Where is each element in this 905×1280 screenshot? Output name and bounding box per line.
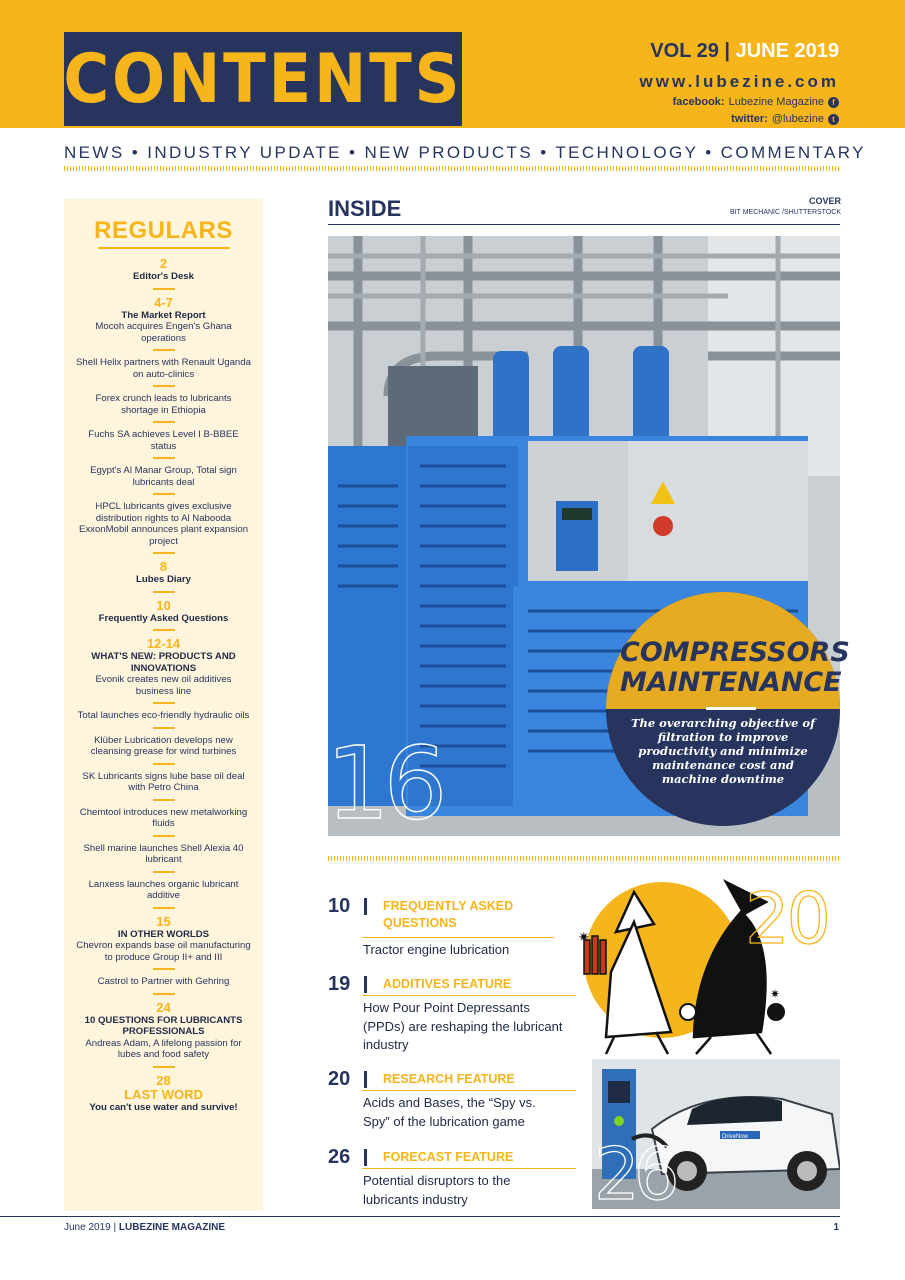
regulars-dash	[153, 385, 175, 387]
article-divider	[364, 1071, 367, 1088]
article-divider	[364, 976, 367, 993]
feature-title	[620, 637, 850, 698]
page-title: CONTENTS	[63, 39, 463, 119]
twitter-icon: t	[828, 114, 839, 125]
regulars-heading: The Market Report	[121, 309, 206, 321]
regulars-item[interactable]: Lanxess launches organic lubricant additive	[88, 878, 239, 901]
article-label-line1: FREQUENTLY ASKED	[383, 899, 514, 913]
regulars-dash	[153, 993, 175, 995]
feature-title-line2: MAINTENANCE	[620, 667, 842, 698]
dotted-divider-inside	[328, 856, 840, 861]
issue-date: JUNE 2019	[735, 40, 839, 62]
footer-date: June 2019	[64, 1222, 111, 1233]
article-rule	[362, 995, 576, 996]
regulars-item[interactable]: Mocoh acquires Engen's Ghana operations	[95, 321, 232, 344]
regulars-item[interactable]: Shell Helix partners with Renault Uganda on auto-clinics	[76, 357, 251, 380]
article-label-line2: QUESTIONS	[383, 916, 457, 930]
regulars-entry[interactable]	[76, 915, 251, 941]
article-label-line1: RESEARCH FEATURE	[383, 1072, 515, 1086]
regulars-heading: WHAT'S NEW: PRODUCTS AND INNOVATIONS	[91, 651, 236, 674]
article-label[interactable]	[383, 976, 511, 993]
regulars-item[interactable]: Forex crunch leads to lubricants shortage in Ethiopia	[95, 393, 232, 416]
regulars-item[interactable]: HPCL lubricants gives exclusive distribution rights to Al Nabooda ExxonMobil announces plant expansion project	[78, 501, 249, 547]
cover-credit: BIT MECHANIC /SHUTTERSTOCK	[730, 209, 841, 216]
regulars-dash	[153, 1066, 175, 1068]
regulars-entry[interactable]	[76, 560, 251, 586]
regulars-page-number: 10	[156, 597, 171, 613]
regulars-last-entry[interactable]	[76, 1074, 251, 1114]
regulars-dash	[153, 629, 175, 631]
regulars-dash	[153, 552, 175, 554]
inside-rule	[328, 224, 840, 225]
car-page-number: 26	[594, 1132, 674, 1216]
facebook-label: facebook:	[672, 96, 725, 108]
regulars-dash	[153, 727, 175, 729]
article-label-line1: ADDITIVES FEATURE	[383, 977, 512, 991]
page-title-box	[64, 32, 462, 126]
facebook-value: Lubezine Magazine	[728, 96, 824, 108]
website-link[interactable]: www.lubezine.com	[639, 72, 839, 91]
section-list: NEWS • INDUSTRY UPDATE • NEW PRODUCTS • TECHNOLOGY • COMMENTARY	[64, 143, 866, 162]
feature-page-number: 16	[326, 725, 442, 842]
article-label[interactable]	[383, 1071, 515, 1088]
regulars-list	[64, 257, 263, 1113]
feature-title-line1: COMPRESSORS	[620, 637, 850, 668]
issue-separator: |	[724, 40, 731, 62]
regulars-item[interactable]: Castrol to Partner with Gehring	[97, 976, 230, 987]
regulars-panel	[64, 199, 263, 1211]
regulars-page-number: 24	[156, 999, 171, 1015]
regulars-page-number: 12-14	[146, 636, 181, 651]
twitter-value: @lubezine	[771, 113, 824, 125]
regulars-dash	[153, 457, 175, 459]
regulars-rule	[98, 247, 230, 249]
article-page-number: 19	[328, 973, 351, 995]
regulars-dash	[153, 907, 175, 909]
facebook-line[interactable]	[673, 96, 839, 108]
regulars-entry[interactable]	[76, 637, 251, 674]
regulars-heading: IN OTHER WORLDS	[117, 928, 210, 940]
regulars-dash	[153, 799, 175, 801]
inside-title: INSIDE	[328, 196, 402, 221]
article-rule	[362, 1090, 576, 1091]
regulars-dash	[153, 835, 175, 837]
regulars-heading: Frequently Asked Questions	[98, 612, 229, 624]
volume: VOL 29	[650, 40, 719, 62]
regulars-item[interactable]: Chemtool introduces new metalworking fluids	[79, 806, 248, 829]
regulars-item[interactable]: Fuchs SA achieves Level I B-BBEE status	[88, 429, 239, 452]
article-description[interactable]: How Pour Point Depressants (PPDs) are reshaping the lubricant industry	[363, 1000, 563, 1052]
footer-separator: |	[113, 1222, 117, 1233]
article-rule	[362, 937, 554, 938]
article-label-line1: FORECAST FEATURE	[383, 1150, 514, 1164]
regulars-page-number: 15	[156, 913, 171, 929]
facebook-icon: f	[828, 97, 839, 108]
regulars-entry[interactable]	[76, 599, 251, 625]
regulars-item[interactable]: Shell marine launches Shell Alexia 40 lubricant	[83, 842, 244, 865]
regulars-item[interactable]: Total launches eco-friendly hydraulic oils	[77, 710, 250, 721]
feature-description: The overarching objective of filtration to improve productivity and minimize maintenance cost and machine downtime	[630, 716, 816, 786]
article-page-number: 10	[328, 895, 351, 917]
article-description[interactable]: Tractor engine lubrication	[363, 942, 510, 957]
regulars-dash	[153, 288, 175, 290]
article-description[interactable]: Acids and Bases, the “Spy vs. Spy” of the lubrication game	[363, 1095, 536, 1129]
regulars-entry[interactable]	[76, 296, 251, 322]
regulars-heading: Editor's Desk	[133, 271, 194, 282]
article-label[interactable]	[383, 898, 513, 932]
spy-page-number: 20	[745, 878, 829, 960]
regulars-item[interactable]: Evonik creates new oil additives business line	[95, 674, 232, 697]
regulars-page-number: 8	[159, 559, 168, 574]
car-brand: DriveNow	[722, 1134, 749, 1140]
regulars-last-heading: You can't use water and survive!	[89, 1101, 238, 1113]
footer-info	[64, 1222, 225, 1233]
footer-rule	[0, 1216, 840, 1217]
regulars-page-number: 4-7	[154, 294, 173, 310]
article-divider	[364, 898, 367, 915]
twitter-line[interactable]	[731, 113, 839, 125]
issue-info	[650, 40, 839, 63]
regulars-item[interactable]: Andreas Adam, A lifelong passion for lubes and food safety	[85, 1037, 242, 1060]
regulars-dash	[153, 591, 175, 593]
regulars-last-label: LAST WORD	[124, 1086, 203, 1102]
regulars-last-page: 28	[156, 1072, 171, 1088]
feature-bar	[706, 707, 756, 710]
regulars-dash	[153, 871, 175, 873]
regulars-dash	[153, 763, 175, 765]
regulars-page-number: 2	[159, 256, 168, 271]
regulars-dash	[153, 421, 175, 423]
regulars-item[interactable]: Klüber Lubrication develops new cleansing grease for wind turbines	[90, 734, 237, 757]
regulars-dash	[153, 702, 175, 704]
regulars-entry[interactable]	[76, 257, 251, 283]
svg-text:✷: ✷	[578, 929, 590, 945]
article-page-number: 20	[328, 1068, 351, 1090]
regulars-item[interactable]: Egypt's Al Manar Group, Total sign lubricants deal	[90, 465, 237, 488]
regulars-heading: Lubes Diary	[136, 574, 191, 585]
twitter-label: twitter:	[731, 113, 768, 125]
footer-magazine: LUBEZINE MAGAZINE	[118, 1222, 225, 1233]
dotted-divider	[64, 166, 840, 171]
page-number: 1	[833, 1222, 839, 1233]
regulars-heading: 10 QUESTIONS FOR LUBRICANTS PROFESSIONALS	[84, 1014, 243, 1037]
cover-label: COVER	[808, 196, 841, 206]
regulars-dash	[153, 349, 175, 351]
regulars-item[interactable]: SK Lubricants signs lube base oil deal with Petro China	[82, 770, 245, 793]
regulars-dash	[153, 968, 175, 970]
regulars-dash	[153, 493, 175, 495]
article-rule	[362, 1168, 576, 1169]
article-description[interactable]: Potential disruptors to the lubricants industry	[363, 1173, 511, 1207]
svg-text:✷: ✷	[770, 987, 781, 1001]
regulars-entry[interactable]	[76, 1001, 251, 1038]
article-divider	[364, 1149, 367, 1166]
article-page-number: 26	[328, 1146, 351, 1168]
regulars-item[interactable]: Chevron expands base oil manufacturing to produce Group II+ and III	[76, 940, 251, 963]
regulars-title: REGULARS	[94, 217, 233, 244]
article-label[interactable]	[383, 1149, 513, 1166]
